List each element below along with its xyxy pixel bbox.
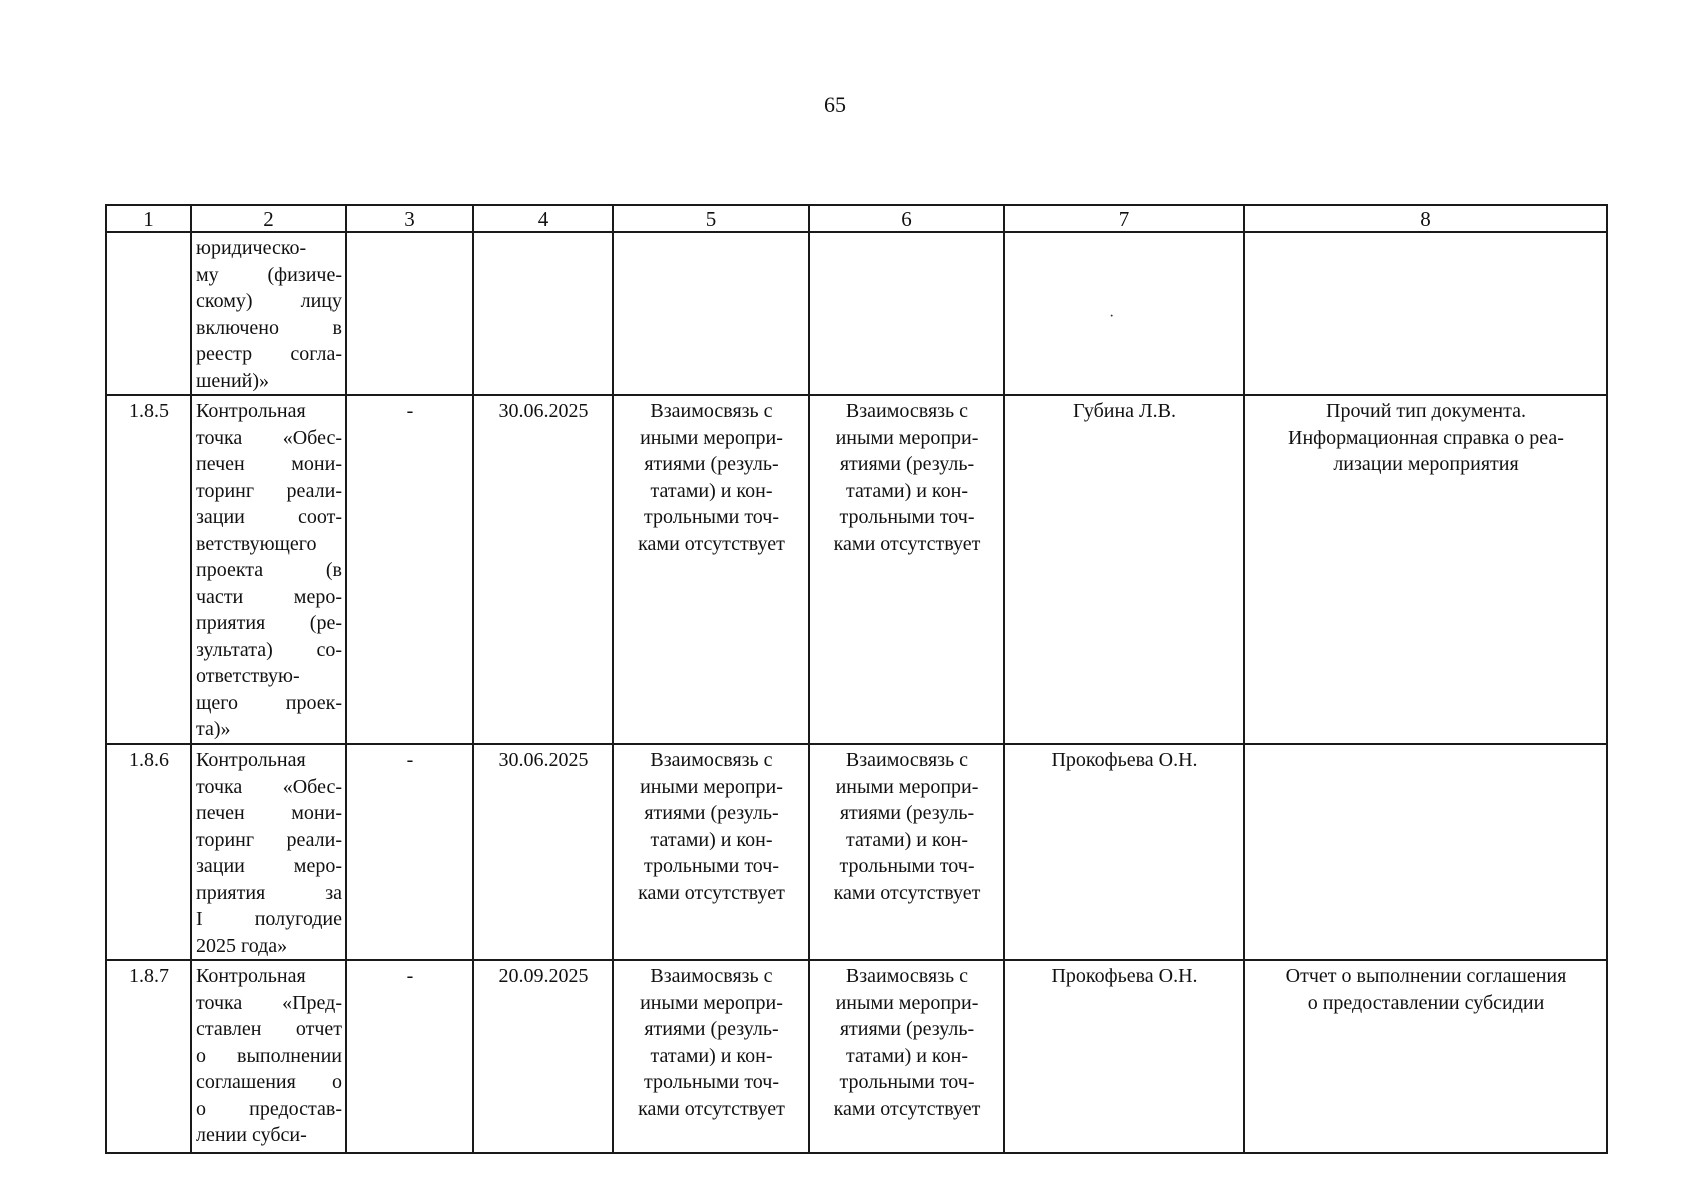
scan-speck: · — [1109, 308, 1115, 325]
cell-text-line: ответствую- — [196, 665, 300, 687]
cell-text-line: татами) и кон- — [650, 1044, 773, 1067]
relationship-cell — [613, 232, 809, 395]
header-cell: 2 — [191, 205, 346, 232]
cell-text-line: Взаимосвязь с — [650, 965, 773, 987]
control-points-table — [105, 204, 1608, 1154]
cell-text-line: лизации мероприятия — [1333, 453, 1519, 475]
cell-text-line: Контрольная — [196, 400, 306, 422]
relationship-cell — [809, 232, 1004, 395]
document-type-cell — [1244, 744, 1607, 960]
cell-text-line: части меро- — [196, 585, 342, 608]
cell-text-line: ятиями (резуль- — [839, 1018, 975, 1040]
relationship-cell — [613, 395, 809, 744]
cell-text-line: проекта (в — [196, 559, 342, 581]
header-cell: 3 — [346, 205, 473, 232]
cell-text-line: точка «Пред- — [196, 991, 342, 1014]
cell-text-line: трольными точ- — [839, 855, 975, 877]
cell-text-line: Взаимосвязь с — [845, 965, 969, 987]
table-row — [106, 744, 1607, 960]
cell-text-line: точка «Обес- — [196, 775, 342, 798]
responsible-person-cell: Прокофьева О.Н. — [1004, 744, 1244, 960]
cell-text-line: трольными точ- — [839, 506, 975, 528]
cell-text-line: трольными точ- — [644, 855, 779, 877]
cell-text-line: скому) лицу — [196, 290, 342, 312]
item-number-cell — [106, 232, 191, 395]
column-3-cell — [346, 232, 473, 395]
cell-text-line: иными меропри- — [835, 775, 979, 798]
cell-text-line: ятиями (резуль- — [839, 802, 975, 824]
cell-text-line: зультата) со- — [196, 638, 342, 661]
date-cell — [473, 232, 613, 395]
cell-text-line: татами) и кон- — [650, 828, 773, 851]
cell-text-line: ятиями (резуль- — [644, 802, 779, 824]
cell-text-line: Взаимосвязь с — [845, 749, 969, 771]
control-point-name-cell — [191, 960, 346, 1153]
cell-text-line: ятиями (резуль- — [839, 453, 975, 475]
header-cell: 7 — [1004, 205, 1244, 232]
cell-text-line: ками отсутствует — [833, 881, 981, 904]
header-cell: 6 — [809, 205, 1004, 232]
cell-text-line: трольными точ- — [644, 506, 779, 528]
cell-text-line: Отчет о выполнении соглашения — [1285, 965, 1567, 987]
cell-text-line: приятия (ре- — [196, 612, 342, 634]
cell-text-line: иными меропри- — [640, 991, 783, 1014]
cell-text-line: I полугодие — [196, 908, 342, 930]
cell-text-line: печен мони- — [196, 453, 342, 475]
cell-text-line: та)» — [196, 718, 231, 740]
cell-text-line: ставлен отчет — [196, 1018, 342, 1040]
cell-text-line: ками отсутствует — [638, 532, 785, 555]
cell-text-line: ятиями (резуль- — [644, 453, 779, 475]
cell-text-line: соглашения о — [196, 1071, 342, 1093]
cell-text-line: иными меропри- — [835, 991, 979, 1014]
table-row — [106, 395, 1607, 744]
control-point-name-cell — [191, 232, 346, 395]
cell-text-line: о выполнении — [196, 1044, 342, 1067]
table-row — [106, 960, 1607, 1153]
date-cell: 20.09.2025 — [473, 960, 613, 1153]
date-cell: 30.06.2025 — [473, 744, 613, 960]
responsible-person-cell: Губина Л.В. — [1004, 395, 1244, 744]
relationship-cell — [613, 960, 809, 1153]
cell-text-line: трольными точ- — [839, 1071, 975, 1093]
relationship-cell — [613, 744, 809, 960]
item-number-cell: 1.8.5 — [106, 395, 191, 744]
cell-text-line: трольными точ- — [644, 1071, 779, 1093]
cell-text-line: торинг реали- — [196, 828, 342, 851]
header-cell: 1 — [106, 205, 191, 232]
cell-text-line: 2025 года» — [196, 934, 288, 957]
cell-text-line: ветствующего — [196, 532, 317, 555]
header-row — [106, 205, 1607, 232]
cell-text-line: Взаимосвязь с — [845, 400, 969, 422]
header-cell: 8 — [1244, 205, 1607, 232]
cell-text-line: му (физиче- — [196, 263, 342, 286]
table-row — [106, 232, 1607, 395]
control-point-name-cell — [191, 395, 346, 744]
cell-text-line: иными меропри- — [640, 775, 783, 798]
responsible-person-cell: Прокофьева О.Н. — [1004, 960, 1244, 1153]
cell-text-line: о предоставлении субсидии — [1307, 991, 1545, 1014]
cell-text-line: ками отсутствует — [638, 1097, 785, 1120]
document-type-cell — [1244, 960, 1607, 1153]
cell-text-line: точка «Обес- — [196, 426, 342, 449]
column-3-cell: - — [346, 960, 473, 1153]
page-number: 65 — [824, 92, 846, 117]
cell-text-line: приятия за — [196, 881, 342, 904]
cell-text-line: шений)» — [196, 369, 270, 392]
header-cell: 5 — [613, 205, 809, 232]
responsible-person-cell — [1004, 232, 1244, 395]
cell-text-line: иными меропри- — [835, 426, 979, 449]
table-body — [106, 232, 1607, 1153]
column-3-cell: - — [346, 395, 473, 744]
column-3-cell: - — [346, 744, 473, 960]
header-cell: 4 — [473, 205, 613, 232]
relationship-cell — [809, 395, 1004, 744]
cell-text-line: татами) и кон- — [846, 1044, 968, 1067]
cell-text-line: ками отсутствует — [833, 532, 981, 555]
cell-text-line: ками отсутствует — [638, 881, 785, 904]
cell-text-line: зации соот- — [196, 506, 342, 528]
relationship-cell — [809, 960, 1004, 1153]
cell-text-line: щего проек- — [196, 691, 342, 714]
document-type-cell — [1244, 395, 1607, 744]
cell-text-line: Контрольная — [196, 749, 306, 771]
cell-text-line: лении субси- — [196, 1124, 307, 1146]
cell-text-line: зации меро- — [196, 855, 342, 877]
control-point-name-cell — [191, 744, 346, 960]
cell-text-line: Контрольная — [196, 965, 306, 987]
cell-text-line: татами) и кон- — [650, 479, 773, 502]
cell-text-line: ками отсутствует — [833, 1097, 981, 1120]
cell-text-line: включено в — [196, 316, 342, 339]
cell-text-line: торинг реали- — [196, 479, 342, 502]
item-number-cell: 1.8.7 — [106, 960, 191, 1153]
cell-text-line: Информационная справка о реа- — [1288, 426, 1564, 449]
cell-text-line: татами) и кон- — [846, 828, 968, 851]
cell-text-line: иными меропри- — [640, 426, 783, 449]
cell-text-line: реестр согла- — [196, 343, 342, 365]
item-number-cell: 1.8.6 — [106, 744, 191, 960]
cell-text-line: юридическо- — [196, 237, 307, 259]
cell-text-line: ятиями (резуль- — [644, 1018, 779, 1040]
cell-text-line: печен мони- — [196, 802, 342, 824]
cell-text-line: Взаимосвязь с — [650, 749, 773, 771]
date-cell: 30.06.2025 — [473, 395, 613, 744]
relationship-cell — [809, 744, 1004, 960]
cell-text-line: о предостав- — [196, 1097, 342, 1120]
cell-text-line: татами) и кон- — [846, 479, 968, 502]
document-type-cell — [1244, 232, 1607, 395]
cell-text-line: Прочий тип документа. — [1326, 400, 1526, 422]
cell-text-line: Взаимосвязь с — [650, 400, 773, 422]
